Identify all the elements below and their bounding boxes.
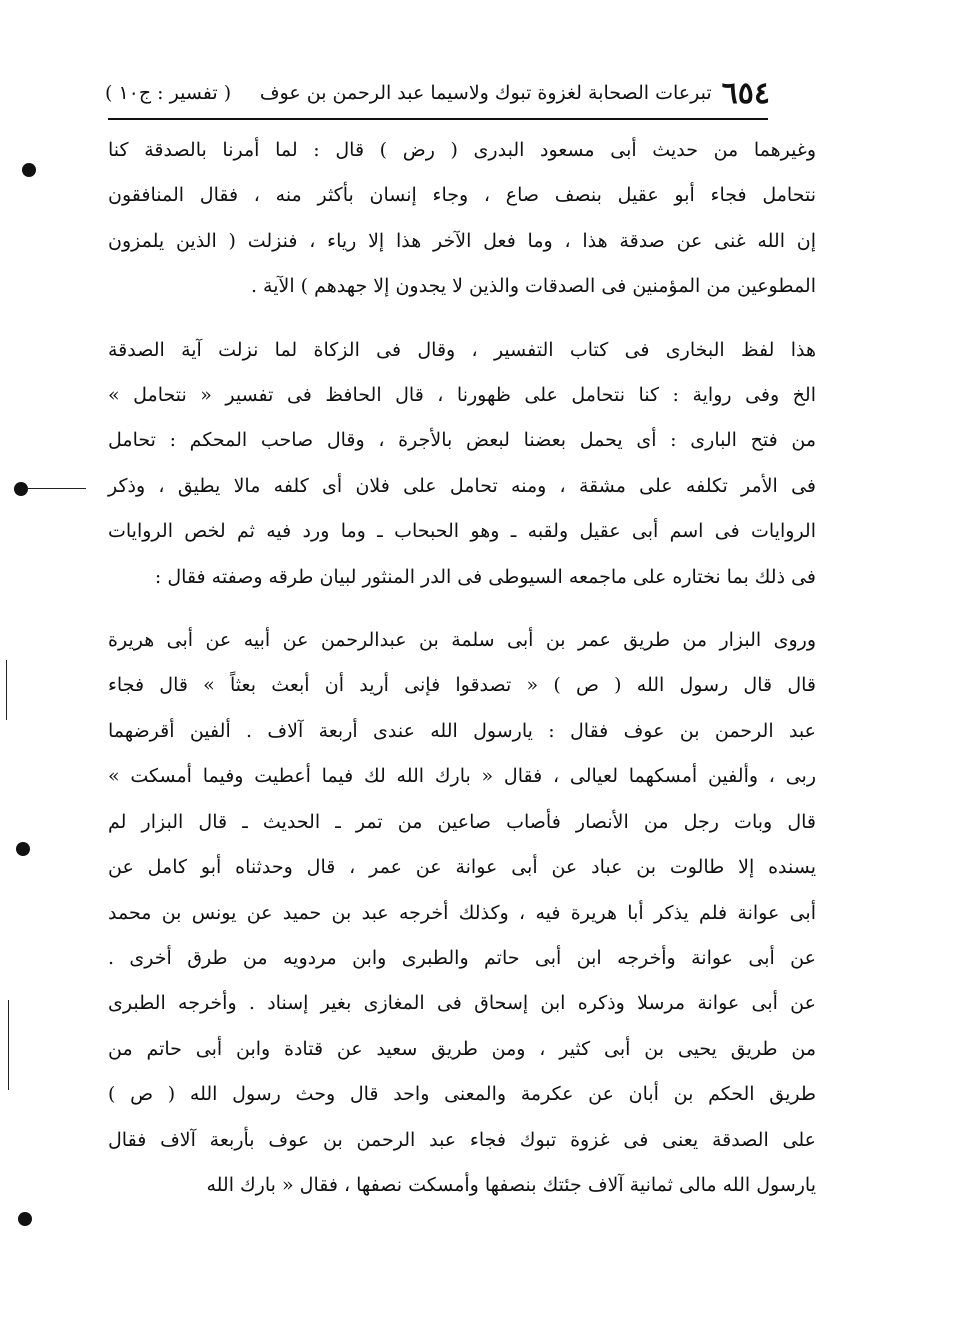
text-line: طريق الحكم بن أبان عن عكرمة والمعنى واحد قال وحث رسول الله ( ص ) bbox=[108, 1083, 816, 1106]
text-line: إن الله غنى عن صدقة هذا ، وما فعل الآخر هذا إلا رياء ، فنزلت ( الذين يلمزون bbox=[108, 229, 816, 252]
text-line: فى الأمر تكلفه على مشقة ، ومنه تحامل على فلان أى كلفه مالا يطيق ، وذكر bbox=[108, 474, 816, 497]
text-line: فى ذلك بما نختاره على ماجمعه السيوطى فى الدر المنثور لبيان طرقه وصفته فقال : bbox=[154, 565, 816, 588]
text-line: من طريق يحيى بن أبى كثير ، ومن طريق سعيد عن قتادة وابن أبى حاتم من bbox=[108, 1037, 816, 1060]
volume-reference: ( تفسير : ج١٠ ) bbox=[105, 82, 232, 104]
text-line: يارسول الله مالى ثمانية آلاف جئتك بنصفها وأمسكت نصفها ، فقال « بارك الله bbox=[206, 1173, 816, 1196]
binding-hole-mark bbox=[22, 163, 36, 177]
text-line: الروايات فى اسم أبى عقيل ولقبه ـ وهو الحبحاب ـ وما ورد فيه ثم لخص الروايات bbox=[108, 520, 816, 543]
text-line: المطوعين من المؤمنين فى الصدقات والذين لا يجدون إلا جهدهم ) الآية . bbox=[250, 275, 816, 298]
page-number: ٦٥٤ bbox=[721, 75, 770, 111]
paragraph bbox=[108, 328, 816, 600]
text-line: قال قال رسول الله ( ص ) « تصدقوا فإنى أريد أن أبعث بعثاً » قال فجاء bbox=[108, 674, 816, 697]
text-line: وغيرهما من حديث أبى مسعود البدرى ( رض ) قال : لما أمرنا بالصدقة كنا bbox=[108, 139, 816, 161]
text-line: وروى البزار من طريق عمر بن أبى سلمة بن عبدالرحمن عن أبيه عن أبى هريرة bbox=[108, 629, 816, 652]
text-line: يسنده إلا طالوت بن عباد عن أبى عوانة عن عمر ، قال وحدثناه أبو كامل عن bbox=[108, 856, 816, 879]
binding-hole-mark bbox=[16, 842, 30, 856]
margin-scan-line bbox=[26, 488, 86, 489]
text-line: عن أبى عوانة مرسلا وذكره ابن إسحاق فى المغازى بغير إسناد . وأخرجه الطبرى bbox=[108, 992, 816, 1015]
text-line: عبد الرحمن بن عوف فقال : يارسول الله عندى أربعة آلاف . ألفين أقرضهما bbox=[108, 719, 816, 742]
text-line: أبى عوانة فلم يذكر أبا هريرة فيه ، وكذلك أخرجه عبد بن حميد عن يونس بن محمد bbox=[108, 901, 816, 924]
running-title: تبرعات الصحابة لغزوة تبوك ولاسيما عبد الرحمن بن عوف bbox=[259, 82, 712, 104]
paragraph bbox=[108, 128, 816, 310]
text-line: عن أبى عوانة وأخرجه ابن أبى حاتم والطبرى وابن مردويه من طرق أخرى . bbox=[108, 946, 816, 969]
binding-hole-mark bbox=[18, 1212, 32, 1226]
paragraph bbox=[108, 618, 816, 1208]
body-text bbox=[108, 128, 816, 1208]
page-header bbox=[105, 76, 770, 110]
margin-scan-line bbox=[8, 1000, 9, 1090]
text-line: الخ وفى رواية : كنا نتحامل على ظهورنا ، قال الحافظ فى تفسير « نتحامل » bbox=[108, 384, 816, 407]
text-line: ربى ، وألفين أمسكهما لعيالى ، فقال « بارك الله لك فيما أعطيت وفيما أمسكت » bbox=[108, 765, 816, 788]
text-line: من فتح البارى : أى يحمل بعضنا لبعض بالأجرة ، وقال صاحب المحكم : تحامل bbox=[108, 429, 816, 452]
binding-hole-mark bbox=[14, 482, 28, 496]
header-rule bbox=[108, 118, 768, 120]
margin-scan-line bbox=[6, 660, 7, 720]
text-line: نتحامل فجاء أبو عقيل بنصف صاع ، وجاء إنسان بأكثر منه ، فقال المنافقون bbox=[108, 184, 816, 207]
text-line: على الصدقة يعنى فى غزوة تبوك فجاء عبد الرحمن بن عوف بأربعة آلاف فقال bbox=[108, 1128, 816, 1151]
text-line: هذا لفظ البخارى فى كتاب التفسير ، وقال فى الزكاة لما نزلت آية الصدقة bbox=[108, 338, 816, 361]
text-line: قال وبات رجل من الأنصار فأصاب صاعين من تمر ـ الحديث ـ قال البزار لم bbox=[108, 810, 816, 833]
